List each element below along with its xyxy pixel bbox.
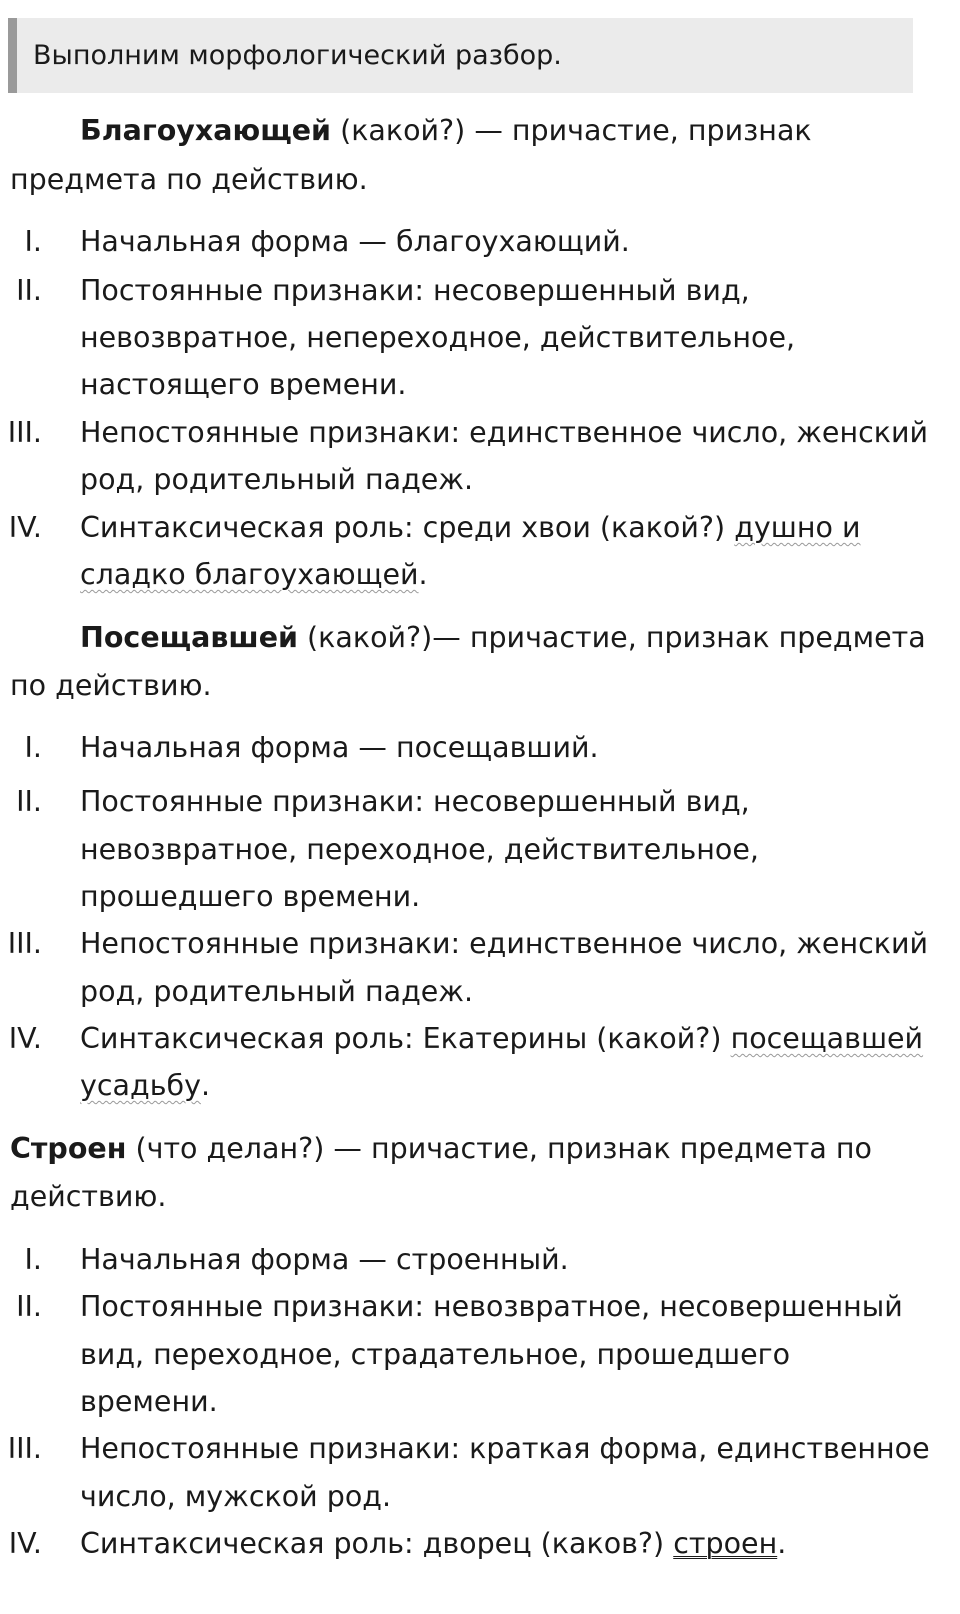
section-2-item-1-number: I. [24,731,42,764]
section-1-item-4-number: IV. [8,511,42,544]
section-1-intro-line1 [80,114,812,148]
section-2-item-3-line-1: Непостоянные признаки: единственное число, женский [80,927,929,960]
section-2-intro-rest: (какой?)— причастие, признак предмета [298,621,926,654]
section-1-item-4-line-2 [80,558,428,592]
section-1-item-4-predicate-part1: душно и [734,511,861,544]
section-1-item-1-line-1: Начальная форма — благоухающий. [80,225,630,258]
section-1-word: Благоухающей [80,114,332,147]
section-1-intro-line2: предмета по действию. [10,163,368,196]
section-2-item-3-number: III. [7,927,42,960]
section-1-item-2-line-3: настоящего времени. [80,368,407,401]
section-2-item-4-line-1 [80,1022,923,1056]
section-1-item-4-text: Синтаксическая роль: среди хвои (какой?) [80,511,735,544]
header-box [8,18,913,93]
section-2-item-4-line-2 [80,1069,210,1103]
section-1-item-2-line-2: невозвратное, непереходное, действительное, [80,321,796,354]
section-3-intro-rest: (что делан?) — причастие, признак предмета по [126,1132,872,1165]
section-2-word: Посещавшей [80,621,298,654]
section-3-item-3-number: III. [7,1432,42,1465]
section-2-item-4-tail: . [200,1069,211,1102]
section-3-item-2-number: II. [16,1290,42,1323]
section-2-item-2-line-1: Постоянные признаки: несовершенный вид, [80,785,750,818]
section-3-item-2-line-1: Постоянные признаки: невозвратное, несовершенный [80,1290,903,1323]
section-1-item-1-number: I. [24,225,42,258]
section-1-item-4-tail: . [418,558,428,591]
section-1-item-4-line-1 [80,511,861,545]
header-text: Выполним морфологический разбор. [33,40,562,71]
section-2-item-4-text: Синтаксическая роль: Екатерины (какой?) [80,1022,731,1055]
section-3-item-4-tail: . [777,1527,787,1560]
section-2-item-4-predicate-part2: усадьбу [80,1069,201,1102]
section-3-item-2-line-2: вид, переходное, страдательное, прошедшего [80,1338,791,1371]
section-3-item-1-number: I. [24,1243,42,1276]
section-3-word: Строен [10,1132,127,1165]
section-1-item-3-number: III. [7,416,42,449]
section-2-intro-line2: по действию. [10,669,212,702]
section-2-item-4-predicate-part1: посещавшей [730,1022,924,1055]
section-3-item-2-line-3: времени. [80,1385,218,1418]
section-1-item-2-number: II. [16,274,42,307]
section-1-item-3-line-2: род, родительный падеж. [80,463,474,496]
section-2-item-4-number: IV. [8,1022,42,1055]
section-3-item-3-line-2: число, мужской род. [80,1480,392,1513]
section-3-item-4-text: Синтаксическая роль: дворец (каков?) [80,1527,674,1560]
section-3-item-1-line-1: Начальная форма — строенный. [80,1243,569,1276]
section-2-item-2-number: II. [16,785,42,818]
section-2-item-2-line-2: невозвратное, переходное, действительное, [80,833,759,866]
section-3-item-4-line-1 [80,1527,786,1561]
section-3-intro-line2: действию. [10,1180,167,1213]
section-1-item-2-line-1: Постоянные признаки: несовершенный вид, [80,274,750,307]
section-2-intro-line1 [80,621,926,655]
section-3-intro-line1 [10,1132,872,1166]
section-2-item-1-line-1: Начальная форма — посещавший. [80,731,599,764]
section-1-item-3-line-1: Непостоянные признаки: единственное число, женский [80,416,929,449]
section-2-item-3-line-2: род, родительный падеж. [80,975,474,1008]
section-1-item-4-predicate-part2: сладко благоухающей [80,558,419,591]
section-1-intro-rest: (какой?) — причастие, признак [331,114,812,147]
section-3-item-4-predicate: строен [673,1527,778,1560]
section-3-item-3-line-1: Непостоянные признаки: краткая форма, единственное [80,1432,930,1465]
section-3-item-4-number: IV. [8,1527,42,1560]
section-2-item-2-line-3: прошедшего времени. [80,880,421,913]
